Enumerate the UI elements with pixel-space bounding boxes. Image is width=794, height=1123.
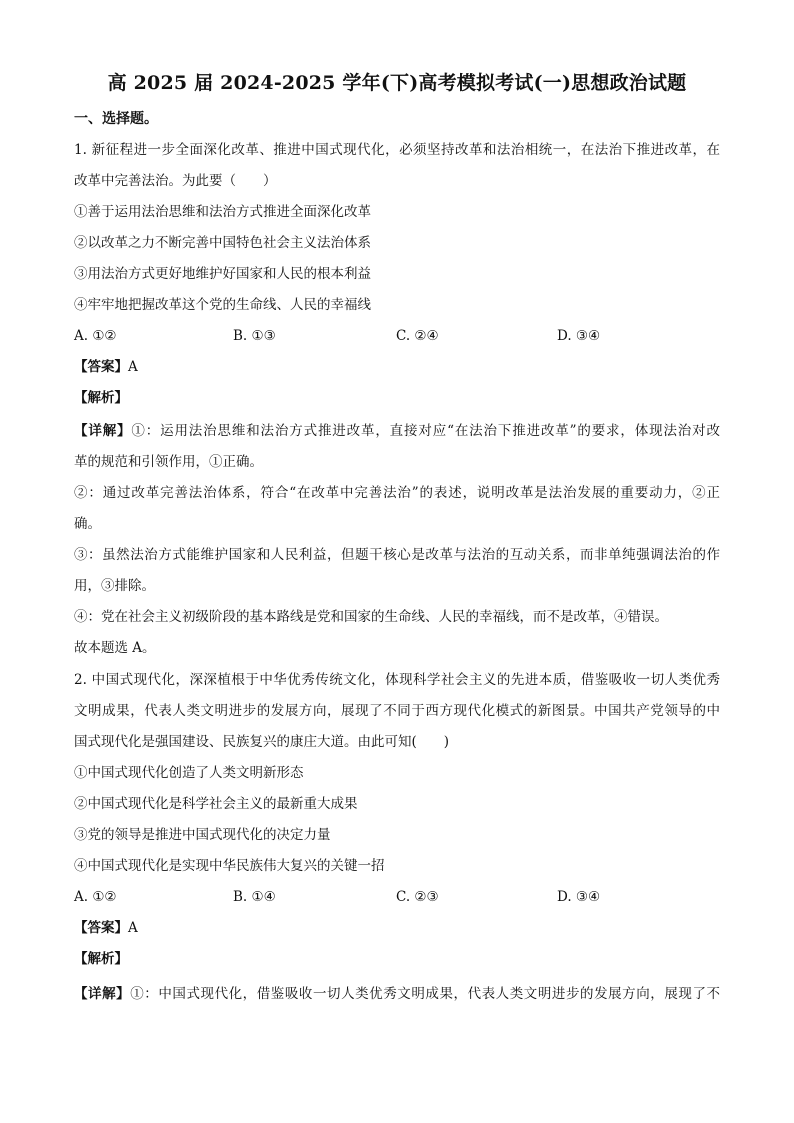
q1-option-b: B. ①③ — [233, 328, 276, 344]
q1-answer — [74, 357, 138, 377]
q1-detail-line: 用，③排除。 — [74, 578, 155, 594]
q2-option-a: A. ①② — [74, 889, 117, 905]
q1-conclusion: 故本题选 A。 — [74, 640, 156, 656]
q1-detail-line — [74, 421, 720, 441]
q2-option-d: D. ③④ — [557, 889, 601, 905]
analysis-tag: 【解析】 — [74, 390, 128, 406]
answer-value: A — [128, 920, 138, 936]
q2-stem-line: 国式现代化是强国建设、民族复兴的康庄大道。由此可知( ) — [74, 734, 450, 750]
q1-option-a: A. ①② — [74, 328, 117, 344]
q2-item: ①中国式现代化创造了人类文明新形态 — [74, 765, 304, 781]
q1-detail-line: ④：党在社会主义初级阶段的基本路线是党和国家的生命线、人民的幸福线，而不是改革，④错误。 — [74, 609, 668, 625]
q2-item: ③党的领导是推进中国式现代化的决定力量 — [74, 827, 331, 843]
q1-analysis — [74, 388, 128, 408]
q2-option-c: C. ②③ — [396, 889, 439, 905]
q1-item: ②以改革之力不断完善中国特色社会主义法治体系 — [74, 235, 371, 251]
detail-text: ①：运用法治思维和法治方式推进改革，直接对应“在法治下推进改革”的要求，体现法治对改 — [131, 423, 721, 439]
q2-detail-line — [74, 984, 720, 1004]
q1-stem-line: 1. 新征程进一步全面深化改革、推进中国式现代化，必须坚持改革和法治相统一，在法治下推进改革，在 — [74, 142, 720, 158]
answer-value: A — [128, 359, 138, 375]
detail-tag: 【详解】 — [74, 423, 132, 439]
answer-tag: 【答案】 — [74, 920, 128, 936]
q1-option-c: C. ②④ — [396, 328, 439, 344]
q1-item: ④牢牢地把握改革这个党的生命线、人民的幸福线 — [74, 297, 371, 313]
q2-item: ②中国式现代化是科学社会主义的最新重大成果 — [74, 796, 358, 812]
q1-detail-line: ②：通过改革完善法治体系，符合“在改革中完善法治”的表述，说明改革是法治发展的重要动力，②正 — [74, 485, 720, 501]
q1-detail-line: ③：虽然法治方式能维护国家和人民利益，但题干核心是改革与法治的互动关系，而非单纯强调法治的作 — [74, 547, 720, 563]
section-heading: 一、选择题。 — [74, 111, 158, 127]
detail-text: ①：中国式现代化，借鉴吸收一切人类优秀文明成果，代表人类文明进步的发展方向，展现了不 — [130, 986, 721, 1002]
q1-stem-line: 改革中完善法治。为此要（ ） — [74, 173, 277, 189]
q2-item: ④中国式现代化是实现中华民族伟大复兴的关键一招 — [74, 858, 385, 874]
q1-detail-line: 确。 — [74, 516, 101, 532]
q1-option-d: D. ③④ — [557, 328, 601, 344]
analysis-tag: 【解析】 — [74, 951, 128, 967]
q2-analysis — [74, 949, 128, 969]
q2-answer — [74, 918, 138, 938]
page-title: 高 2025 届 2024-2025 学年(下)高考模拟考试(一)思想政治试题 — [107, 72, 687, 94]
answer-tag: 【答案】 — [74, 359, 128, 375]
q1-item: ①善于运用法治思维和法治方式推进全面深化改革 — [74, 204, 371, 220]
q2-stem-line: 文明成果，代表人类文明进步的发展方向，展现了不同于西方现代化模式的新图景。中国共产党领导的中 — [74, 703, 720, 719]
detail-tag: 【详解】 — [74, 986, 131, 1002]
q2-stem-line: 2. 中国式现代化，深深植根于中华优秀传统文化，体现科学社会主义的先进本质，借鉴吸收一切人类优秀 — [74, 672, 720, 688]
q1-detail-line: 革的规范和引领作用，①正确。 — [74, 454, 263, 470]
q1-item: ③用法治方式更好地维护好国家和人民的根本利益 — [74, 266, 371, 282]
q2-option-b: B. ①④ — [233, 889, 276, 905]
